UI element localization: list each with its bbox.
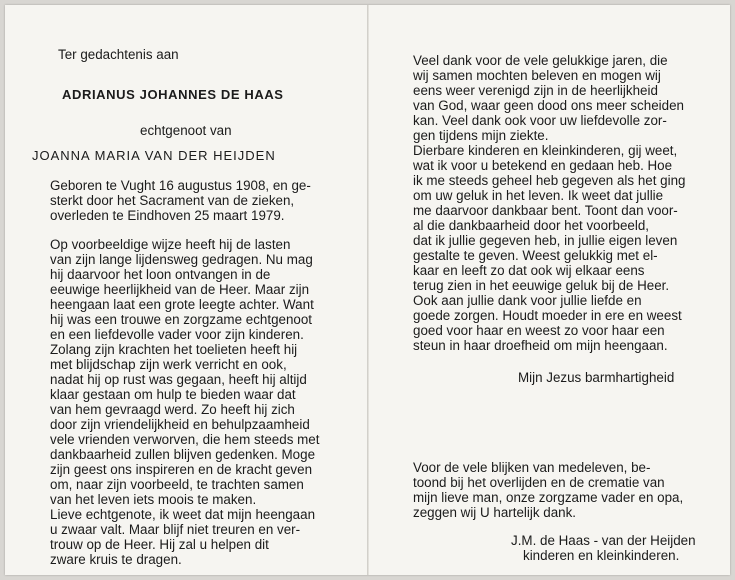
text-line: gestalte te geven. Weest gelukkig met el-: [413, 248, 658, 263]
text-line: zware kruis te dragen.: [50, 552, 182, 567]
spouse-name: JOANNA MARIA VAN DER HEIJDEN: [32, 148, 276, 163]
text-line: wij samen mochten beleven en mogen wij: [413, 68, 661, 83]
text-line: van hem gevraagd werd. Zo heeft hij zich: [50, 402, 295, 417]
text-line: goede zorgen. Houdt moeder in ere en weest: [413, 308, 682, 323]
text-line: me daarvoor dankbaar bent. Toont dan voor-: [413, 203, 678, 218]
text-line: van zijn lange lijdensweg gedragen. Nu mag: [50, 252, 313, 267]
text-line: al die dankbaarheid door het voorbeeld,: [413, 218, 649, 233]
text-line: van het leven iets moois te maken.: [50, 492, 257, 507]
text-line: klaar gestaan om hulp te bieden waar dat: [50, 387, 296, 402]
thanks-line: Voor de vele blijken van medeleven, be-: [413, 460, 651, 475]
bio-line: sterkt door het Sacrament van de zieken,: [50, 193, 295, 208]
text-line: goed voor haar en weest zo voor haar een: [413, 323, 665, 338]
text-line: Dierbare kinderen en kleinkinderen, gij weet,: [413, 143, 678, 158]
bio-line: overleden te Eindhoven 25 maart 1979.: [50, 208, 285, 223]
relation-text: echtgenoot van: [140, 123, 232, 138]
text-line: gen tijdens mijn ziekte.: [413, 128, 549, 143]
text-line: Veel dank voor de vele gelukkige jaren, die: [413, 53, 668, 68]
text-line: trouw op de Heer. Hij zal u helpen dit: [50, 537, 269, 552]
text-line: kaar en leeft zo dat ook wij elkaar eens: [413, 263, 645, 278]
text-line: Op voorbeeldige wijze heeft hij de lasten: [50, 237, 291, 252]
text-line: vele vrienden verworven, die hem steeds met: [50, 432, 320, 447]
text-line: hij was een trouwe en zorgzame echtgenoot: [50, 312, 313, 327]
bio-line: Geboren te Vught 16 augustus 1908, en ge-: [50, 178, 311, 193]
text-line: eens weer verenigd zijn in de heerlijkheid: [413, 83, 658, 98]
text-line: met blijdschap zijn werk verricht en ook,: [50, 357, 287, 372]
text-line: eeuwige heerlijkheid van de Heer. Maar zijn: [50, 282, 310, 297]
text-line: wat ik voor u betekend en gedaan heb. Hoe: [413, 158, 673, 173]
memorial-card: [5, 5, 730, 575]
text-line: Lieve echtgenote, ik weet dat mijn heengaan: [50, 507, 316, 522]
text-line: dat ik jullie gegeven heb, in jullie eigen leven: [413, 233, 678, 248]
text-line: ik me steeds geheel heb gegeven als het ging: [413, 173, 686, 188]
text-line: kan. Veel dank ook voor uw liefdevolle zor-: [413, 113, 667, 128]
text-line: van God, waar geen dood ons meer scheiden: [413, 98, 684, 113]
text-line: dankbaarheid zullen blijven gedenken. Moge: [50, 447, 316, 462]
thanks-line: toond bij het overlijden en de crematie van: [413, 475, 665, 490]
signature-line-2: kinderen en kleinkinderen.: [523, 548, 680, 563]
text-line: heengaan laat een grote leegte achter. Want: [50, 297, 314, 312]
intro-text: Ter gedachtenis aan: [58, 47, 179, 62]
text-line: u zwaar valt. Maar blijf niet treuren en ver-: [50, 522, 301, 537]
text-line: nadat hij op rust was gegaan, heeft hij altijd: [50, 372, 307, 387]
text-line: om, naar zijn voorbeeld, te trachten samen: [50, 477, 304, 492]
prayer-text: Mijn Jezus barmhartigheid: [518, 370, 675, 385]
text-line: door zijn vriendelijkheid en behulpzaamheid: [50, 417, 310, 432]
text-line: hij daarvoor het loon ontvangen in de: [50, 267, 271, 282]
text-line: zijn geest ons inspireren en de kracht geven: [50, 462, 313, 477]
thanks-line: zeggen wij U hartelijk dank.: [413, 505, 577, 520]
text-line: Ook aan jullie dank voor jullie liefde en: [413, 293, 642, 308]
text-line: steun in haar droefheid om mijn heengaan.: [413, 338, 668, 353]
deceased-name: ADRIANUS JOHANNES DE HAAS: [62, 87, 284, 102]
text-line: Zolang zijn krachten het toelieten heeft hij: [50, 342, 298, 357]
text-line: om uw geluk in het leven. Ik weet dat jullie: [413, 188, 664, 203]
center-fold: [367, 5, 369, 575]
text-line: en een liefdevolle vader voor zijn kinderen.: [50, 327, 304, 342]
text-line: terug zien in het eeuwige geluk bij de Heer.: [413, 278, 670, 293]
signature-line-1: J.M. de Haas - van der Heijden: [511, 533, 696, 548]
thanks-line: mijn lieve man, onze zorgzame vader en opa,: [413, 490, 684, 505]
